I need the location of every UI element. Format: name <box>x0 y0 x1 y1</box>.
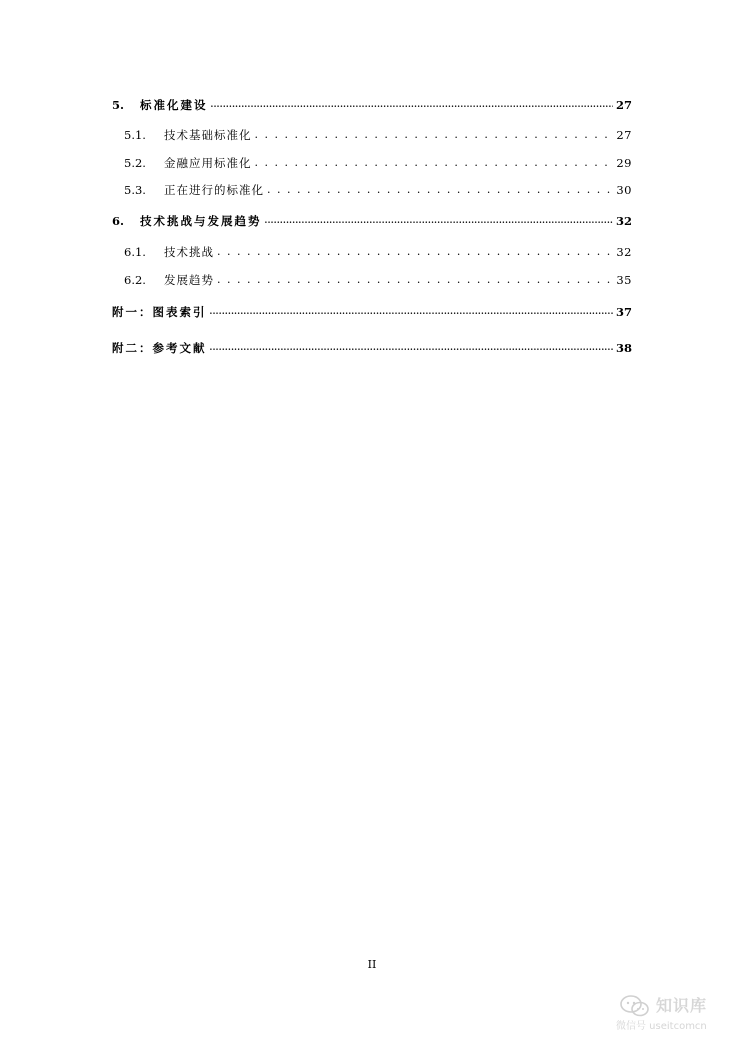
watermark-subtitle: 微信号 useitcomcn <box>616 1021 707 1032</box>
toc-entry[interactable] <box>112 96 632 114</box>
toc-entry-page: 37 <box>615 305 632 319</box>
toc-leader-dots <box>217 271 613 289</box>
toc-leader-dots <box>255 154 614 172</box>
watermark-title: 知识库 <box>656 996 708 1015</box>
toc-entry-page: 27 <box>615 98 632 112</box>
toc-entry[interactable] <box>112 303 632 321</box>
toc-entry[interactable] <box>112 126 632 144</box>
toc-entry-title: 发展趋势 <box>164 273 214 287</box>
toc-leader-dots <box>265 212 613 230</box>
toc-entry-page: 38 <box>615 341 632 355</box>
toc-entry-number: 5.2. <box>124 156 146 170</box>
toc-entry-number: 5.1. <box>124 128 146 142</box>
toc-entry-title: 附一：图表索引 <box>112 305 207 319</box>
toc-entry-number: 6.1. <box>124 245 146 259</box>
toc-entry-title: 标准化建设 <box>140 98 208 112</box>
toc-entry[interactable] <box>112 181 632 199</box>
toc-entry-number: 5.3. <box>124 183 146 197</box>
toc-entry-number: 6. <box>112 214 125 228</box>
toc-entry-number: 5. <box>112 98 125 112</box>
toc-entry[interactable] <box>112 271 632 289</box>
toc-entry-title: 金融应用标准化 <box>164 156 252 170</box>
wechat-icon <box>620 995 650 1017</box>
toc-leader-dots <box>210 303 613 321</box>
watermark <box>616 993 736 1037</box>
toc-leader-dots <box>217 243 613 261</box>
toc-leader-dots <box>255 126 614 144</box>
toc-entry-page: 32 <box>616 245 632 259</box>
toc-entry-title: 技术基础标准化 <box>164 128 252 142</box>
toc-entry-page: 30 <box>616 183 632 197</box>
toc-entry-title: 技术挑战 <box>164 245 214 259</box>
toc-leader-dots <box>210 339 613 357</box>
toc-entry[interactable] <box>112 212 632 230</box>
toc-entry-title: 正在进行的标准化 <box>164 183 264 197</box>
toc-entry-page: 29 <box>616 156 632 170</box>
toc-entry[interactable] <box>112 154 632 172</box>
toc-entry-title: 附二：参考文献 <box>112 341 207 355</box>
toc-entry[interactable] <box>112 339 632 357</box>
toc-leader-dots <box>267 181 613 199</box>
page-number: II <box>367 958 377 971</box>
toc-entry-number: 6.2. <box>124 273 146 287</box>
toc-entry-page: 35 <box>616 273 632 287</box>
toc-entry-title: 技术挑战与发展趋势 <box>140 214 262 228</box>
toc-entry-page: 32 <box>615 214 632 228</box>
toc-entry-page: 27 <box>616 128 632 142</box>
toc-entry[interactable] <box>112 243 632 261</box>
toc-leader-dots <box>211 96 613 114</box>
